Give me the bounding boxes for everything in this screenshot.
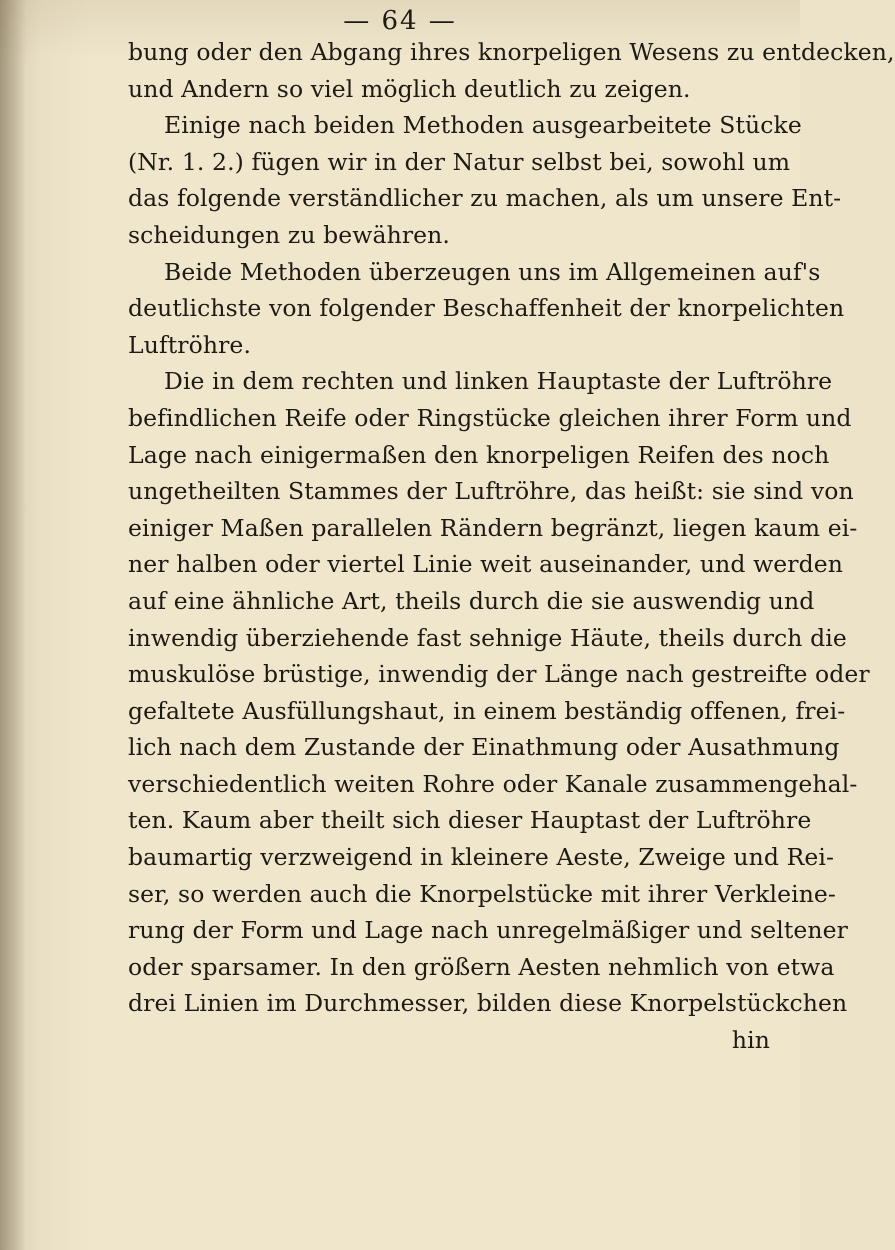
text-line: inwendig überziehende fast sehnige Häute, theils durch die [128, 623, 847, 652]
text-line: ner halben oder viertel Linie weit auseinander, und werden [128, 550, 844, 579]
text-line: auf eine ähnliche Art, theils durch die sie auswendig und [128, 586, 815, 615]
text-line: (Nr. 1. 2.) fügen wir in der Natur selbst bei, sowohl um [128, 147, 791, 176]
text-line: verschiedentlich weiten Rohre oder Kanale zusammengehal- [128, 769, 858, 798]
text-line: lich nach dem Zustande der Einathmung oder Ausathmung [128, 733, 840, 762]
body-text [128, 34, 895, 1059]
catchword: hin [731, 1026, 770, 1055]
text-line: Beide Methoden überzeugen uns im Allgemeinen auf's [164, 257, 821, 286]
text-line: Einige nach beiden Methoden ausgearbeitete Stücke [164, 111, 802, 140]
text-line: ser, so werden auch die Knorpelstücke mit ihrer Verkleine- [128, 879, 836, 908]
text-line: einiger Maßen parallelen Rändern begränzt, liegen kaum ei- [128, 513, 858, 542]
text-line: bung oder den Abgang ihres knorpeligen Wesens zu entdecken, [128, 38, 895, 66]
text-line: das folgende verständlicher zu machen, als um unsere Ent- [128, 184, 842, 213]
text-line: oder sparsamer. In den größern Aesten nehmlich von etwa [128, 952, 835, 981]
text-line: rung der Form und Lage nach unregelmäßiger und seltener [128, 916, 848, 945]
text-line: scheidungen zu bewähren. [128, 220, 450, 249]
text-line: gefaltete Ausfüllungshaut, in einem beständig offenen, frei- [128, 696, 846, 725]
text-line: Lage nach einigermaßen den knorpeligen Reifen des noch [128, 440, 830, 469]
text-line: drei Linien im Durchmesser, bilden diese Knorpelstückchen [128, 989, 848, 1018]
text-line: deutlichste von folgender Beschaffenheit der knorpelichten [128, 294, 845, 323]
text-line: muskulöse brüstige, inwendig der Länge nach gestreifte oder [128, 660, 870, 689]
text-line: baumartig verzweigend in kleinere Aeste, Zweige und Rei- [128, 843, 835, 872]
text-line: ten. Kaum aber theilt sich dieser Hauptast der Luftröhre [128, 806, 812, 835]
page-number-header: — 64 — [343, 6, 457, 36]
text-line: Luftröhre. [128, 330, 252, 359]
text-line: Die in dem rechten und linken Hauptaste der Luftröhre [164, 367, 833, 396]
binding-gutter-shadow [0, 0, 26, 1250]
text-line: befindlichen Reife oder Ringstücke gleichen ihrer Form und [128, 403, 852, 432]
text-line: ungetheilten Stammes der Luftröhre, das heißt: sie sind von [128, 477, 854, 506]
text-line: und Andern so viel möglich deutlich zu zeigen. [128, 74, 691, 103]
